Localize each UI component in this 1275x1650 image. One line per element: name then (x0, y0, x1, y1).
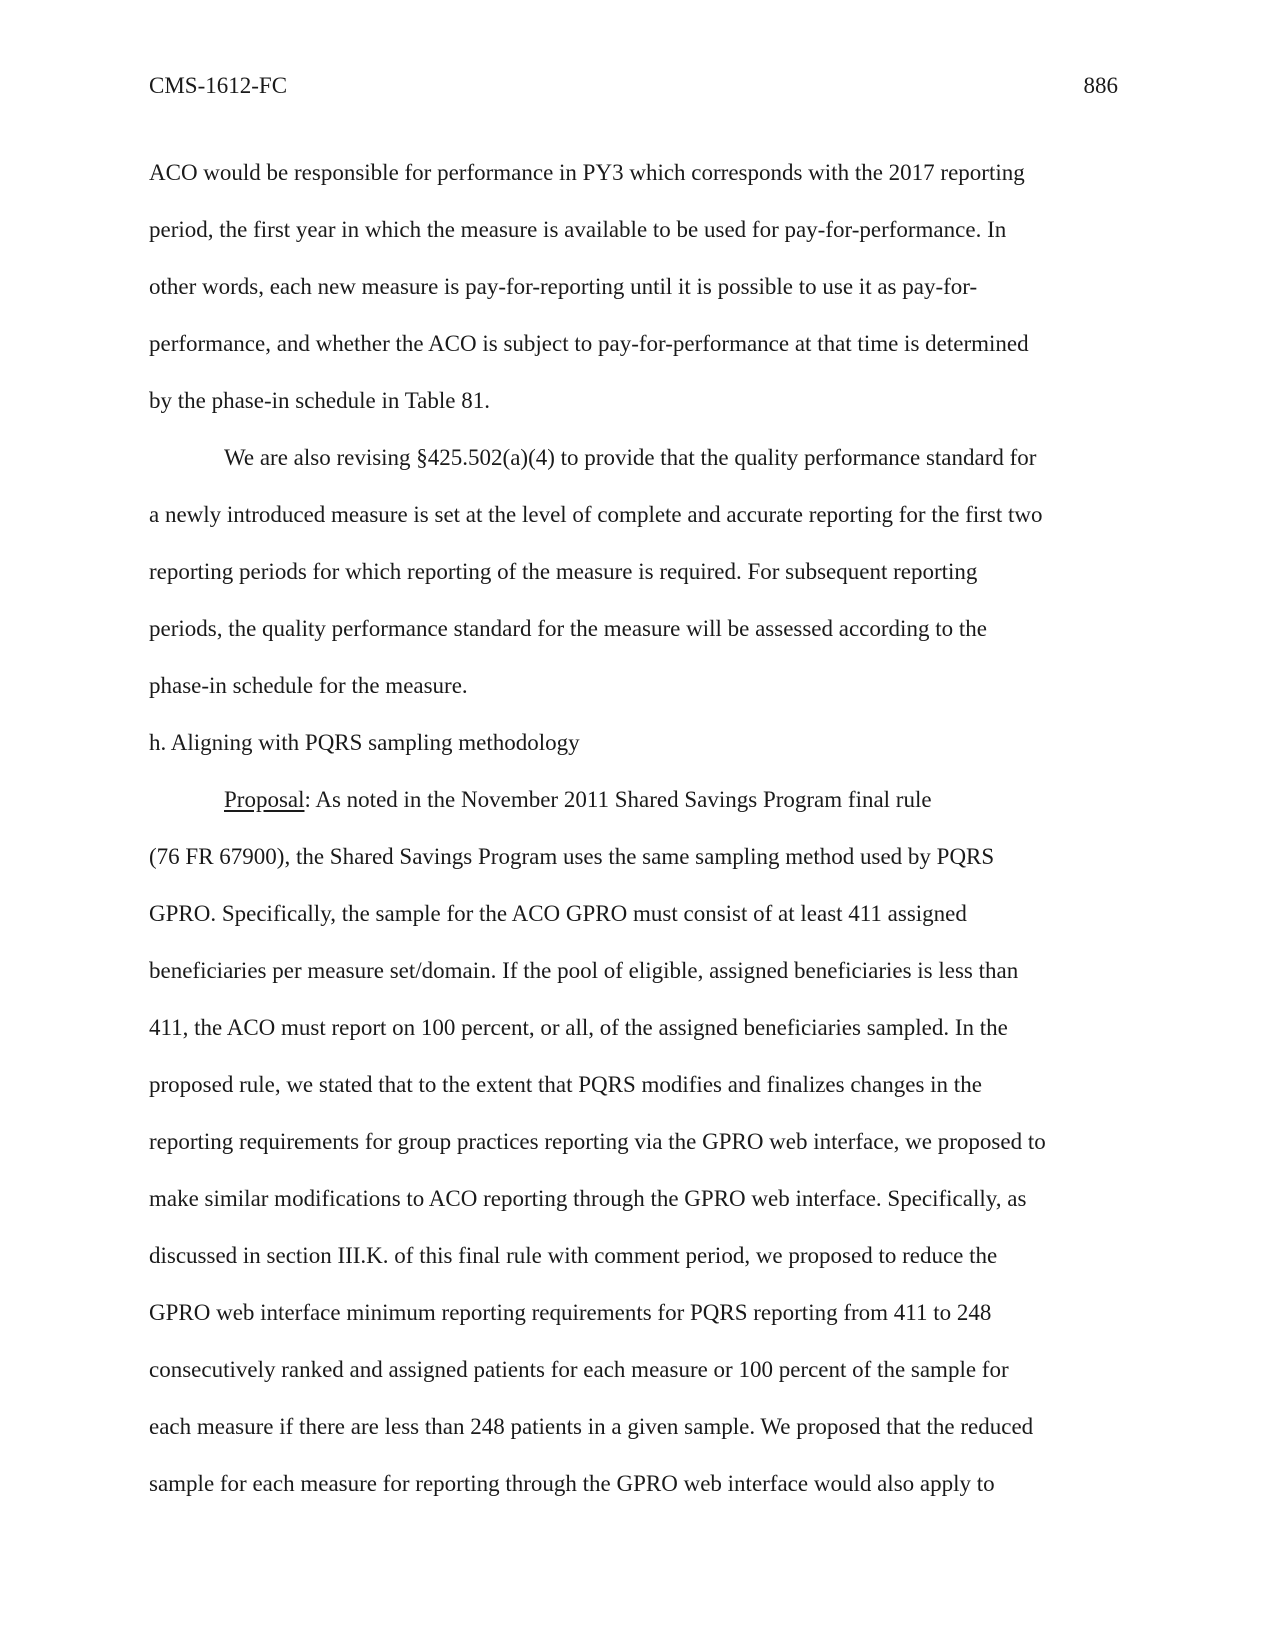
text-line: each measure if there are less than 248 patients in a given sample. We proposed that the reduced (149, 1414, 1034, 1439)
text-line: We are also revising §425.502(a)(4) to provide that the quality performance standard for (224, 445, 1037, 470)
text-line: phase-in schedule for the measure. (149, 673, 468, 698)
text-line: GPRO web interface minimum reporting requirements for PQRS reporting from 411 to 248 (149, 1300, 992, 1325)
text-line: proposed rule, we stated that to the extent that PQRS modifies and finalizes changes in the (149, 1072, 982, 1097)
text-line: consecutively ranked and assigned patients for each measure or 100 percent of the sample for (149, 1357, 1009, 1382)
text-line: sample for each measure for reporting through the GPRO web interface would also apply to (149, 1471, 995, 1496)
text-line: period, the first year in which the measure is available to be used for pay-for-performance. In (149, 217, 1007, 242)
proposal-line (149, 771, 1129, 828)
page-number: 886 (1083, 73, 1118, 98)
text-line: beneficiaries per measure set/domain. If the pool of eligible, assigned beneficiaries is less than (149, 958, 1019, 983)
text-line: (76 FR 67900), the Shared Savings Program uses the same sampling method used by PQRS (149, 844, 995, 869)
text-line: a newly introduced measure is set at the level of complete and accurate reporting for the first two (149, 502, 1043, 527)
body-text (149, 144, 1129, 1512)
text-line: other words, each new measure is pay-for-reporting until it is possible to use it as pay-for- (149, 274, 978, 299)
text-line: 411, the ACO must report on 100 percent, or all, of the assigned beneficiaries sampled. In the (149, 1015, 1008, 1040)
text-line: make similar modifications to ACO reporting through the GPRO web interface. Specifically, as (149, 1186, 1027, 1211)
text-line: reporting requirements for group practices reporting via the GPRO web interface, we proposed to (149, 1129, 1046, 1154)
text-line: performance, and whether the ACO is subject to pay-for-performance at that time is determined (149, 331, 1029, 356)
proposal-label: Proposal (224, 787, 305, 812)
text-line: GPRO. Specifically, the sample for the ACO GPRO must consist of at least 411 assigned (149, 901, 967, 926)
text-line: periods, the quality performance standard for the measure will be assessed according to the (149, 616, 987, 641)
text-line: discussed in section III.K. of this final rule with comment period, we proposed to reduce the (149, 1243, 998, 1268)
section-heading: h. Aligning with PQRS sampling methodology (149, 730, 580, 755)
document-id: CMS-1612-FC (149, 73, 288, 98)
text-line: reporting periods for which reporting of the measure is required. For subsequent reporting (149, 559, 978, 584)
text-line: ACO would be responsible for performance in PY3 which corresponds with the 2017 reporting (149, 160, 1025, 185)
text-line: by the phase-in schedule in Table 81. (149, 388, 490, 413)
proposal-text: : As noted in the November 2011 Shared Savings Program final rule (304, 787, 932, 812)
